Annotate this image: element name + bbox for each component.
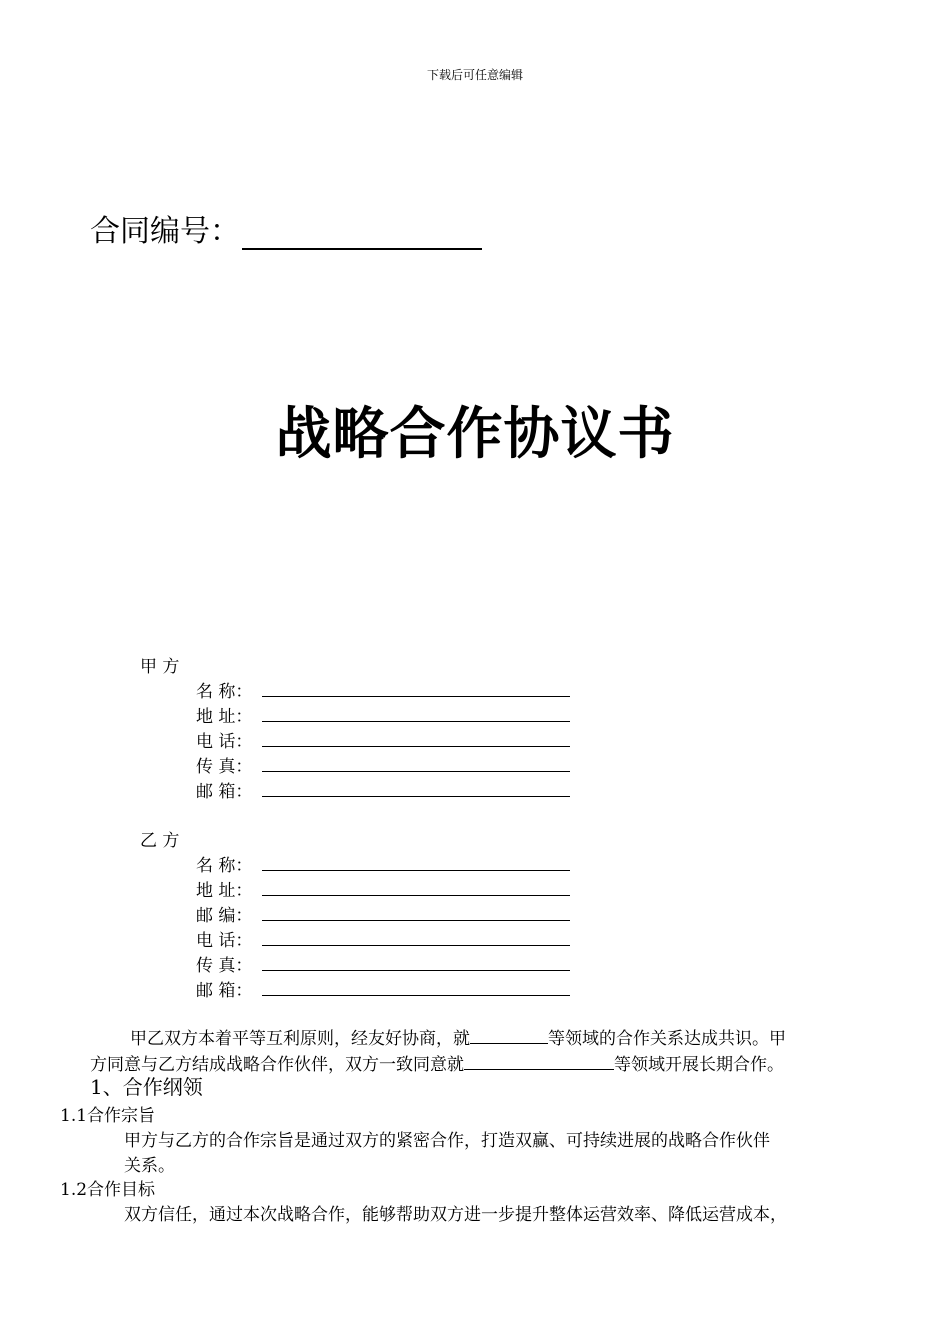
field-label: 传 真： (196, 956, 253, 976)
field-line[interactable] (262, 696, 570, 697)
field-label: 地 址： (196, 707, 253, 727)
field-line[interactable] (262, 746, 570, 747)
party-a-fax-field[interactable] (196, 752, 262, 776)
document-title: 战略合作协议书 (275, 402, 675, 467)
field-label: 地 址： (196, 881, 253, 901)
party-a-phone-field[interactable] (196, 727, 262, 751)
field-line[interactable] (262, 721, 570, 722)
field-line[interactable] (262, 796, 570, 797)
party-a-address-field[interactable] (196, 702, 262, 726)
field-label: 电 话： (196, 732, 253, 752)
field-label: 名 称： (196, 682, 253, 702)
party-b-postcode-field[interactable] (196, 901, 262, 925)
field-label: 邮 编： (196, 906, 253, 926)
page-header: 下载后可任意编辑 (426, 68, 523, 82)
party-b-heading: 乙 方 (140, 831, 180, 851)
field-label: 邮 箱： (196, 782, 253, 802)
intro-text: 方同意与乙方结成战略合作伙伴，双方一致同意就 (90, 1055, 464, 1075)
party-b-address-field[interactable] (196, 876, 262, 900)
subsection-1-2-line-1: 双方信任，通过本次战略合作，能够帮助双方进一步提升整体运营效率、降低运营成本， (124, 1205, 787, 1225)
subsection-1-1-line-1: 甲方与乙方的合作宗旨是通过双方的紧密合作，打造双赢、可持续进展的战略合作伙伴 (124, 1131, 770, 1151)
intro-text: 等领域的合作关系达成共识。甲 (548, 1029, 786, 1049)
party-a-name-field[interactable] (196, 677, 262, 701)
contract-number (90, 206, 482, 250)
field-label: 名 称： (196, 856, 253, 876)
intro-blank-1[interactable] (470, 1026, 548, 1044)
party-b-phone-field[interactable] (196, 926, 262, 950)
field-label: 传 真： (196, 757, 253, 777)
party-b-name-field[interactable] (196, 851, 262, 875)
field-line[interactable] (262, 771, 570, 772)
subsection-1-1-line-2: 关系。 (124, 1156, 175, 1176)
field-line[interactable] (262, 970, 570, 971)
field-line[interactable] (262, 920, 570, 921)
subsection-1-2-heading: 1.2合作目标 (60, 1180, 156, 1200)
field-line[interactable] (262, 895, 570, 896)
contract-number-blank[interactable] (242, 218, 482, 250)
intro-blank-2[interactable] (464, 1052, 614, 1070)
field-label: 电 话： (196, 931, 253, 951)
intro-line-1 (130, 1024, 786, 1049)
field-line[interactable] (262, 945, 570, 946)
field-label: 邮 箱： (196, 981, 253, 1001)
section-1-heading: 1、合作纲领 (90, 1075, 203, 1099)
party-b-email-field[interactable] (196, 976, 262, 1000)
intro-text: 甲乙双方本着平等互利原则，经友好协商，就 (130, 1029, 470, 1049)
party-a-heading: 甲 方 (140, 657, 180, 677)
subsection-1-1-heading: 1.1合作宗旨 (60, 1106, 156, 1126)
intro-text: 等领域开展长期合作。 (614, 1055, 784, 1075)
party-b-fax-field[interactable] (196, 951, 262, 975)
party-a-email-field[interactable] (196, 777, 262, 801)
field-line[interactable] (262, 995, 570, 996)
contract-number-label: 合同编号： (90, 214, 240, 249)
field-line[interactable] (262, 870, 570, 871)
